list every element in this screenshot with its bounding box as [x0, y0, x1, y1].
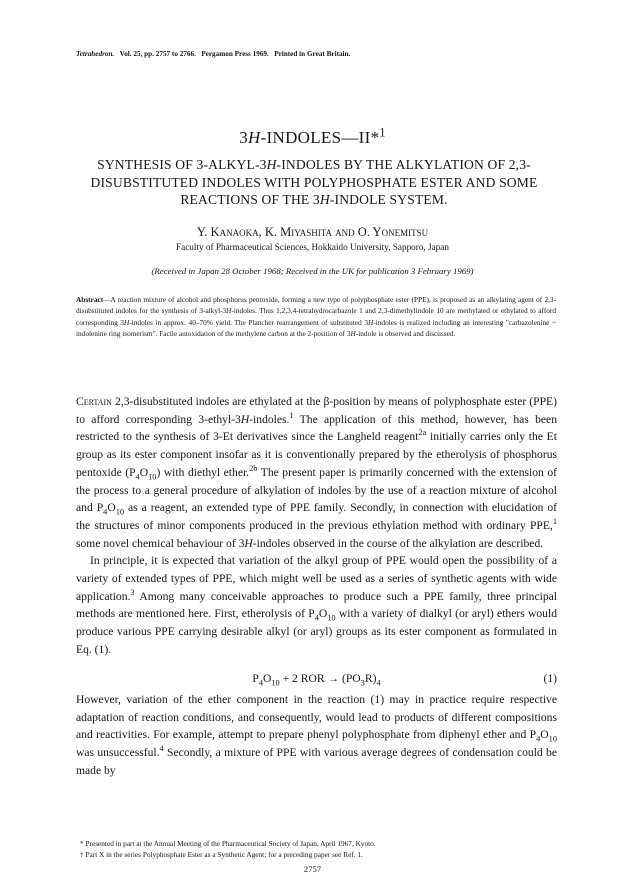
equation-number: (1)	[543, 672, 557, 685]
abstract-text: —A reaction mixture of alcohol and phosphorus pentoxide, forming a new type of polyphosphate ester (PPE), is proposed as an alkylating agent of 2,3-disubstituted indoles for the synthesis of 3-alkyl-3H-indoles. Thus 1,2,3,4-tetrahydrocarbazole 1 and 2,3-dimethylindole 10 are methylated or ethylated to afford corresponding 3H-indoles in approx. 40–70% yield. The Plancher rearrangement of substituted 3H-indoles is realized including an interesting "carbazolenine ~ indolenine ring isomerism". Facile autoxidation of the methylene carbon at the 2-position of 3H-indole is observed and discussed.	[76, 295, 557, 338]
body-text	[76, 393, 557, 659]
equation-formula: $P_4O_{10} + 2$ ROR → $(PO_3R)_4$	[252, 672, 381, 688]
body-paragraph: In principle, it is expected that variation of the alkyl group of PPE would open the possibility of a variety of extended types of PPE, which might well be used as a series of synthetic agents with wide application.$^3$ Among many conceivable approaches to produce such a PPE family, three principal methods are mentioned here. First, etherolysis of $P_4O_{10}$ with a variety of dialkyl (or aryl) ethers would produce various PPE carrying desirable alkyl (or aryl) groups as its ester component as formulated in Eq. (1).	[76, 554, 557, 656]
abstract-label: Abstract	[76, 295, 104, 304]
journal-citation-line	[76, 50, 556, 58]
received-dates: (Received in Japan 28 October 1968; Received in the UK for publication 3 February 1969)	[151, 266, 474, 276]
body-text-continued	[76, 691, 557, 780]
footnotes	[80, 838, 556, 860]
publisher-year: Pergamon Press 1969.	[201, 50, 269, 58]
footnote: † Part X in the series Polyphosphate Ester as a Synthetic Agent; for a preceding paper see Ref. 1.	[80, 850, 363, 859]
printed-in: Printed in Great Britain.	[274, 50, 351, 58]
series-title: 3H-INDOLES—II*$^1$	[239, 125, 386, 147]
affiliation: Faculty of Pharmaceutical Sciences, Hokkaido University, Sapporo, Japan	[176, 242, 449, 252]
volume-pages: Vol. 25, pp. 2757 to 2766.	[119, 50, 196, 58]
abstract	[76, 294, 556, 339]
author-list: Y. Kanaoka, K. Miyashita and O. Yonemitsu	[196, 225, 429, 239]
footnote: * Presented in part at the Annual Meeting of the Pharmaceutical Society of Japan, April 1967, Kyoto.	[80, 839, 376, 848]
body-paragraph: Certain 2,3-disubstituted indoles are ethylated at the β-position by means of polyphosphate ester (PPE) to afford corresponding 3-ethyl-3H-indoles.$^1$ The application of this method, however, has been restricted to the synthesis of 3-Et derivatives since the Langheld reagent$^{2a}$ initially carries only the Et group as its ester component insofar as it is conventionally prepared by the etherolysis of phosphorus pentoxide $(P_4O_{10})$ with diethyl ether.$^{2b}$ The present paper is primarily concerned with the extension of the process to a general procedure of alkylation of indoles by the use of a reaction mixture of alcohol and $P_4O_{10}$ as a reagent, an extended type of PPE family. Secondly, in connection with elucidation of the structures of minor components produced in the previous ethylation method with ordinary PPE,$^1$ some novel chemical behaviour of 3H-indoles observed in the course of the alkylation are described.	[76, 395, 557, 550]
page-number: 2757	[303, 864, 322, 874]
journal-name: Tetrahedron.	[76, 50, 115, 58]
article-title: SYNTHESIS OF 3-ALKYL-3H-INDOLES BY THE ALKYLATION OF 2,3-DISUBSTITUTED INDOLES WITH POLYPHOSPHATE ESTER AND SOME REACTIONS OF THE 3H-INDOLE SYSTEM.	[90, 157, 538, 207]
equation-1	[76, 672, 557, 690]
body-paragraph: However, variation of the ether component in the reaction (1) may in practice require respective adaptation of reaction conditions, and consequently, would lead to products of different compositions and reactivities. For example, attempt to prepare phenyl polyphosphate from diphenyl ether and $P_4O_{10}$ was unsuccessful.$^4$ Secondly, a mixture of PPE with various average degrees of condensation could be made by	[76, 693, 557, 777]
